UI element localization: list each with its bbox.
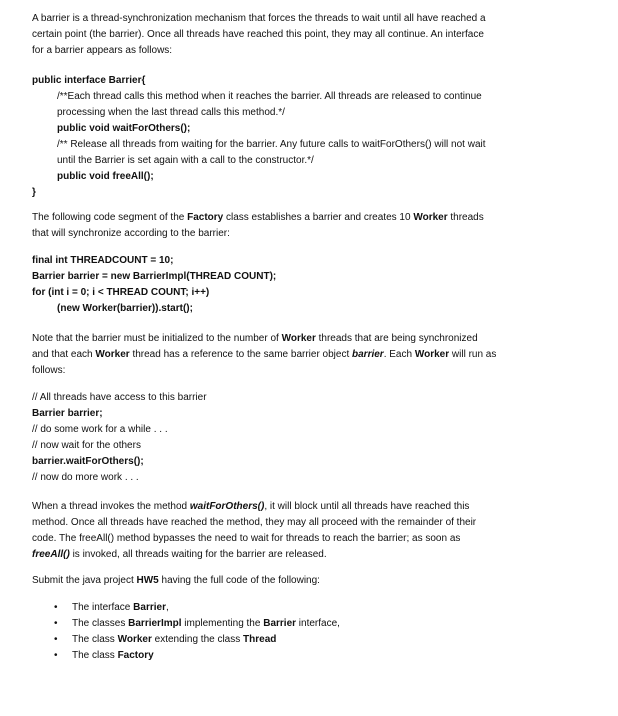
code-line: Barrier barrier = new BarrierImpl(THREAD COUNT); <box>32 271 277 282</box>
bullet-icon: • <box>54 618 58 629</box>
requirements-list <box>32 600 572 664</box>
code-line: (new Worker(barrier)).start(); <box>57 303 193 314</box>
code-comment: processing when the last thread calls this method.*/ <box>57 107 285 118</box>
list-item <box>32 648 572 664</box>
bold-term: Factory <box>187 212 224 223</box>
list-item <box>32 632 572 648</box>
submit-line <box>32 573 572 589</box>
text-run: implementing the <box>181 618 264 629</box>
bold-term: Factory <box>117 650 154 661</box>
method-signature: public void waitForOthers(); <box>57 123 191 134</box>
bold-term: Worker <box>281 333 316 344</box>
list-item <box>32 600 572 616</box>
intro-line: certain point (the barrier). Once all threads have reached this point, they may all continue. An interface <box>32 29 484 40</box>
intro-paragraph <box>32 11 572 59</box>
worker-code-block <box>32 390 572 486</box>
bold-term: Worker <box>95 349 130 360</box>
text-run: threads that are being synchronized <box>315 333 478 344</box>
factory-paragraph <box>32 210 572 242</box>
method-signature: public void freeAll(); <box>57 171 154 182</box>
text-run: thread has a reference to the same barrier object <box>129 349 353 360</box>
bold-italic-term: freeAll() <box>32 549 70 560</box>
text-run: The class <box>72 634 118 645</box>
text-line: follows: <box>32 365 66 376</box>
interface-code-block <box>32 73 572 201</box>
text-run: Submit the java project <box>32 575 137 586</box>
interface-header: public interface Barrier{ <box>32 75 146 86</box>
invoke-paragraph <box>32 499 572 563</box>
code-comment: until the Barrier is set again with a call to the constructor.*/ <box>57 155 314 166</box>
text-run: is invoked, all threads waiting for the barrier are released. <box>69 549 327 560</box>
bold-term: BarrierImpl <box>128 618 182 629</box>
bold-term: Worker <box>414 349 450 360</box>
text-run: , it will block until all threads have reached this <box>264 501 470 512</box>
code-comment: // now do more work . . . <box>32 472 139 483</box>
text-run: having the full code of the following: <box>158 575 320 586</box>
text-line: method. Once all threads have reached the method, they may all proceed with the remainder of their <box>32 517 477 528</box>
text-run: threads <box>447 212 484 223</box>
text-run: class establishes a barrier and creates 10 <box>223 212 414 223</box>
intro-line: A barrier is a thread-synchronization mechanism that forces the threads to wait until all have reached a <box>32 13 486 24</box>
code-line: final int THREADCOUNT = 10; <box>32 255 174 266</box>
code-comment: /**Each thread calls this method when it reaches the barrier. All threads are released to continue <box>57 91 482 102</box>
text-run: The interface <box>72 602 134 613</box>
factory-code-block <box>32 253 572 317</box>
note-paragraph <box>32 331 572 379</box>
intro-line: for a barrier appears as follows: <box>32 45 173 56</box>
text-line: that will synchronize according to the barrier: <box>32 228 230 239</box>
list-item <box>32 616 572 632</box>
bold-term: Worker <box>413 212 448 223</box>
bullet-icon: • <box>54 634 58 645</box>
closing-brace: } <box>32 187 36 198</box>
text-run: The following code segment of the <box>32 212 188 223</box>
bold-term: Barrier <box>133 602 166 613</box>
code-comment: // do some work for a while . . . <box>32 424 168 435</box>
code-line: barrier.waitForOthers(); <box>32 456 144 467</box>
code-line: for (int i = 0; i < THREAD COUNT; i++) <box>32 287 210 298</box>
text-run: and that each <box>32 349 96 360</box>
text-run: When a thread invokes the method <box>32 501 190 512</box>
bold-term: HW5 <box>136 575 159 586</box>
text-run: extending the class <box>151 634 244 645</box>
text-line: code. The freeAll() method bypasses the need to wait for threads to reach the barrier; as soon as <box>32 533 461 544</box>
text-run: . Each <box>383 349 415 360</box>
text-run: , <box>165 602 169 613</box>
bullet-icon: • <box>54 602 58 613</box>
bold-term: Worker <box>117 634 152 645</box>
bullet-icon: • <box>54 650 58 661</box>
code-comment: // now wait for the others <box>32 440 141 451</box>
text-run: The class <box>72 650 118 661</box>
bold-term: Thread <box>243 634 277 645</box>
text-run: will run as <box>449 349 497 360</box>
bold-term: Barrier <box>263 618 297 629</box>
code-comment: // All threads have access to this barrier <box>32 392 207 403</box>
text-run: Note that the barrier must be initialized to the number of <box>32 333 282 344</box>
text-run: The classes <box>72 618 129 629</box>
bold-italic-term: barrier <box>352 349 384 360</box>
bold-italic-term: waitForOthers() <box>189 501 265 512</box>
code-line: Barrier barrier; <box>32 408 103 419</box>
code-comment: /** Release all threads from waiting for the barrier. Any future calls to waitForOthers() will not wait <box>57 139 486 150</box>
text-run: interface, <box>296 618 340 629</box>
